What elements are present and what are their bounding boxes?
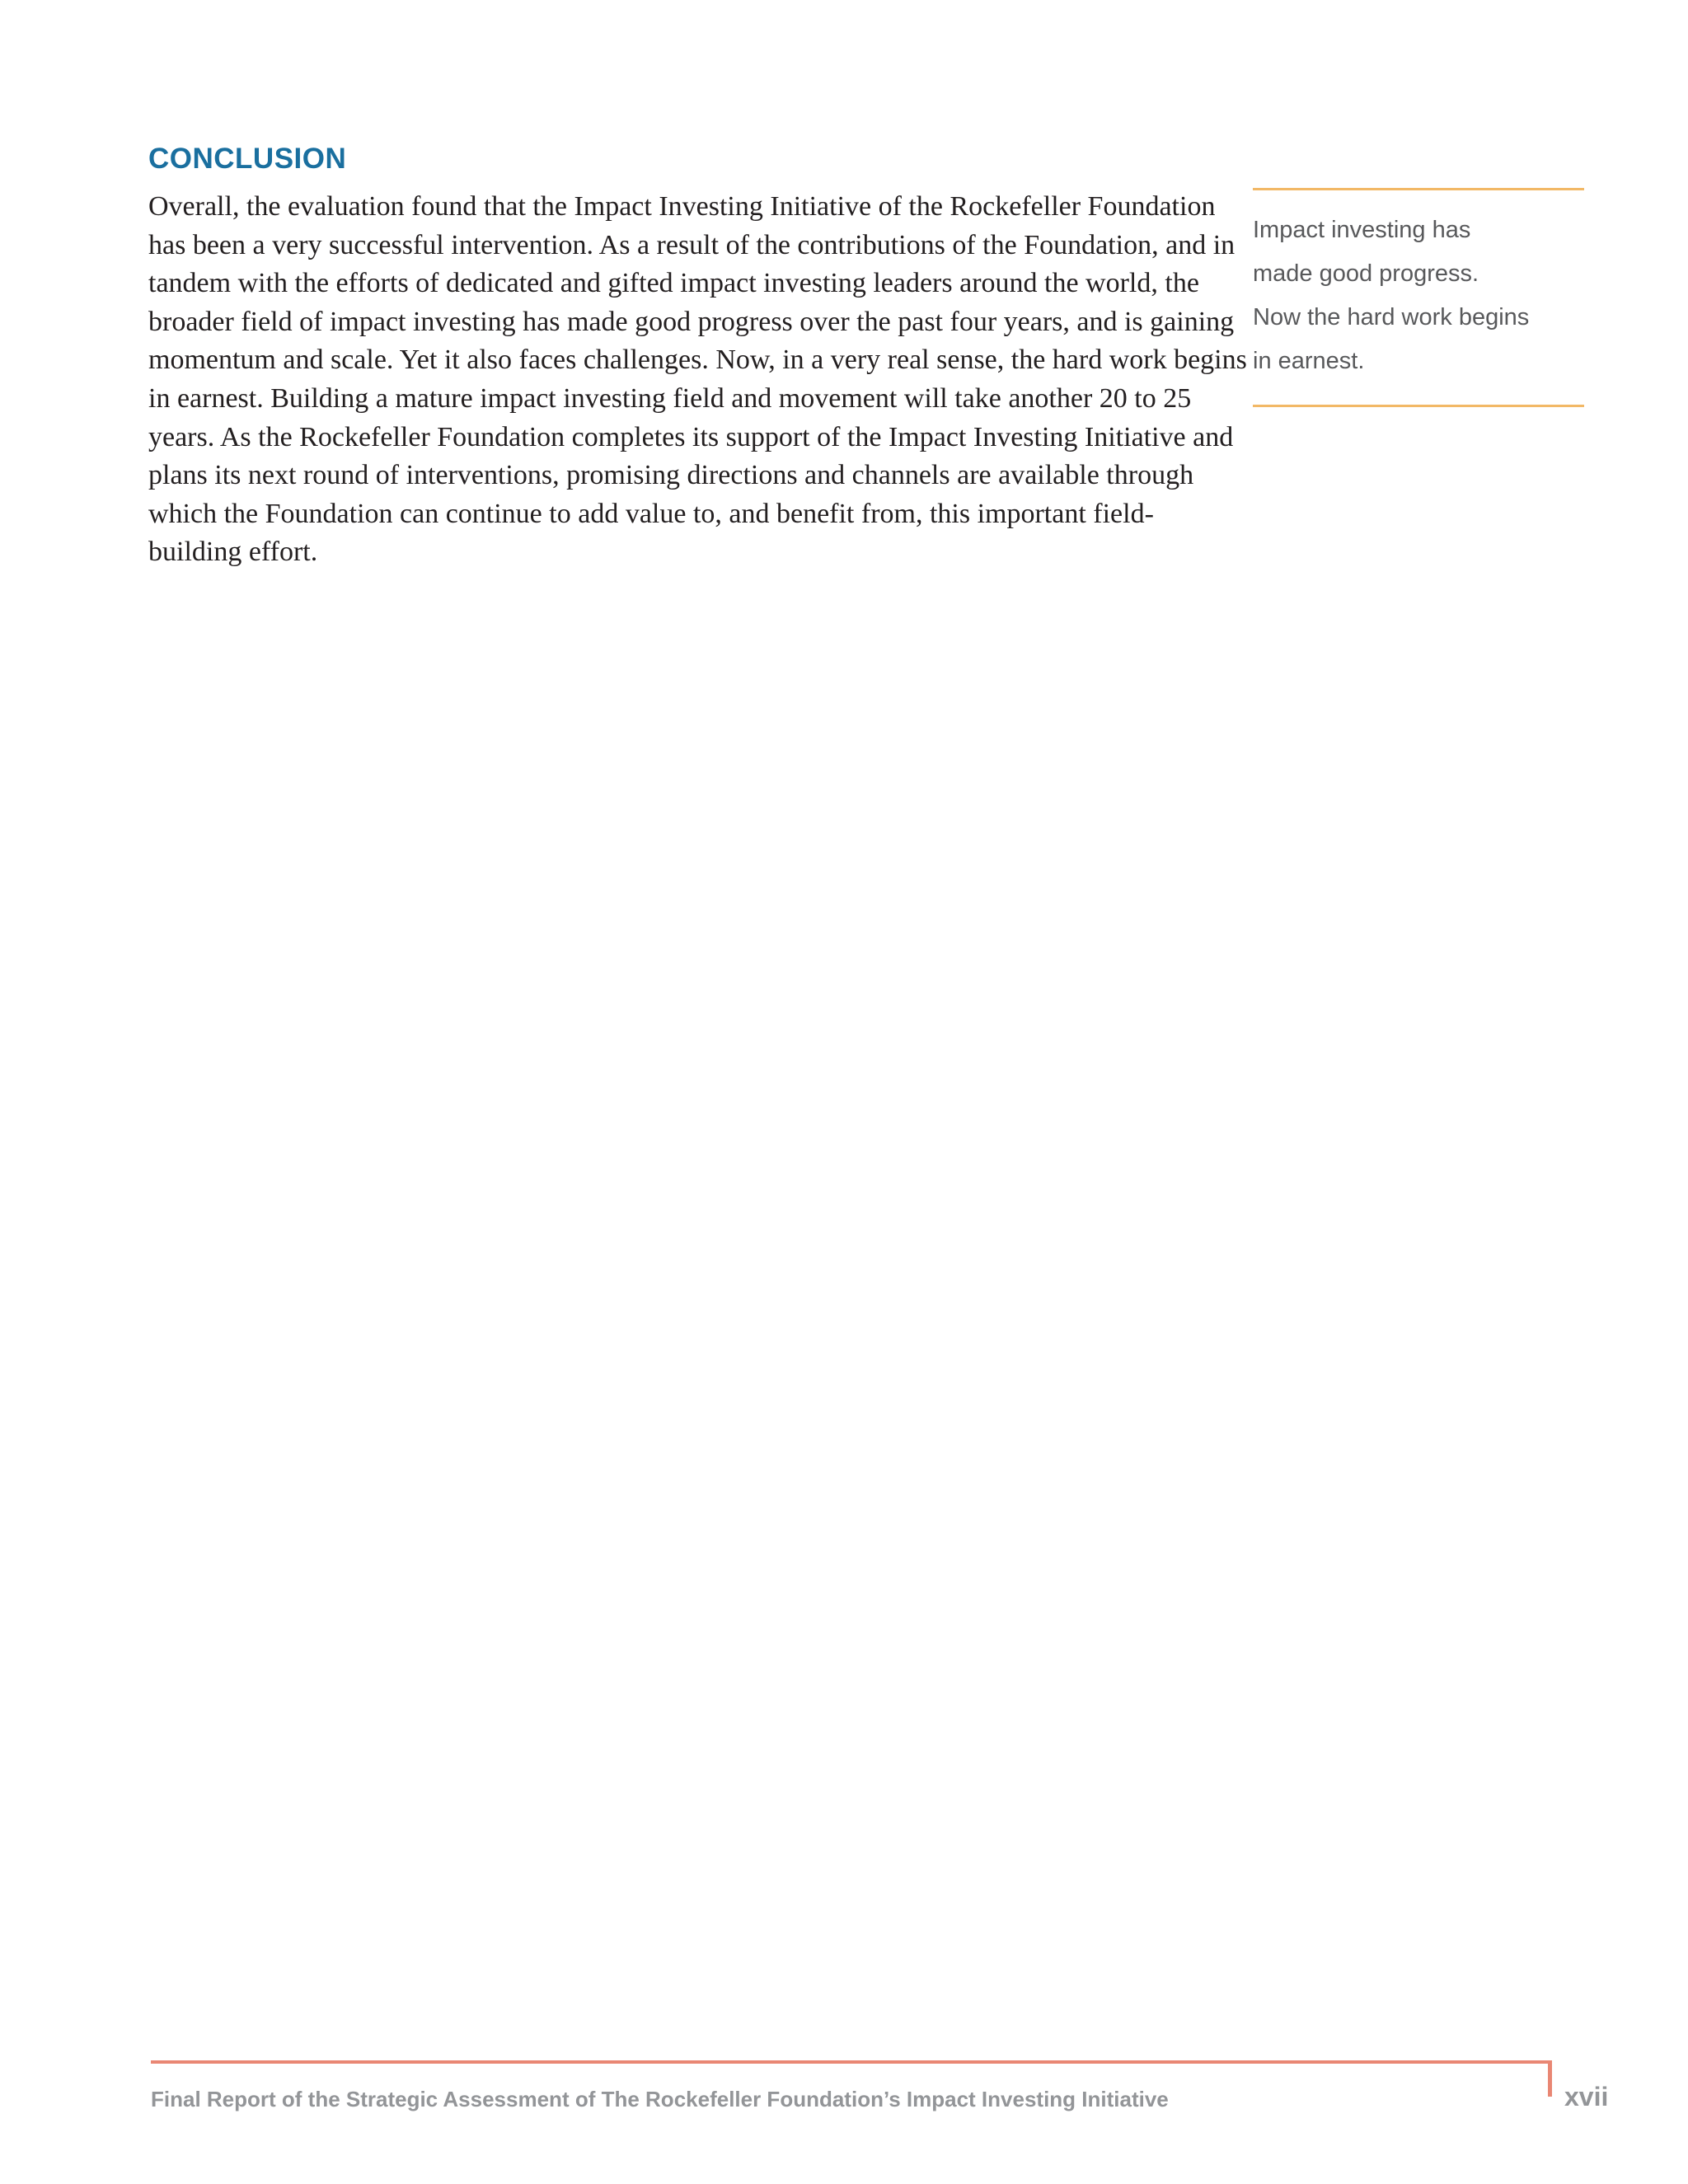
paragraph-line: years. As the Rockefeller Foundation completes its support of the Impact Investing Initiative and bbox=[148, 421, 1234, 452]
paragraph-line: momentum and scale. Yet it also faces challenges. Now, in a very real sense, the hard work begins bbox=[148, 344, 1247, 376]
paragraph-line: broader field of impact investing has made good progress over the past four years, and is gaining bbox=[148, 306, 1235, 337]
paragraph-line: which the Foundation can continue to add value to, and benefit from, this important field- bbox=[148, 498, 1154, 529]
paragraph-line: Overall, the evaluation found that the Impact Investing Initiative of the Rockefeller Foundation bbox=[148, 191, 1216, 222]
pull-quote-line: Now the hard work begins bbox=[1253, 304, 1530, 330]
paragraph-line: in earnest. Building a mature impact investing field and movement will take another 20 to 25 bbox=[148, 382, 1192, 414]
pull-quote-line: Impact investing has bbox=[1253, 217, 1471, 243]
paragraph-line: building effort. bbox=[148, 537, 318, 568]
pull-quote bbox=[1253, 188, 1584, 407]
pull-quote-line: in earnest. bbox=[1253, 348, 1365, 374]
footer-report-title: Final Report of the Strategic Assessment of The Rockefeller Foundation’s Impact Investing Initiative bbox=[151, 2087, 1169, 2111]
pull-quote-line: made good progress. bbox=[1253, 260, 1479, 287]
footer-divider bbox=[151, 2060, 1552, 2064]
page-number: xvii bbox=[1564, 2082, 1609, 2111]
conclusion-paragraph bbox=[148, 188, 1247, 572]
paragraph-line: tandem with the efforts of dedicated and gifted impact investing leaders around the world, the bbox=[148, 268, 1199, 299]
section-heading: CONCLUSION bbox=[148, 143, 347, 175]
footer-divider-tick bbox=[1548, 2060, 1552, 2097]
paragraph-line: has been a very successful intervention. As a result of the contributions of the Foundation, and in bbox=[148, 229, 1236, 260]
paragraph-line: plans its next round of interventions, promising directions and channels are available through bbox=[148, 460, 1194, 491]
